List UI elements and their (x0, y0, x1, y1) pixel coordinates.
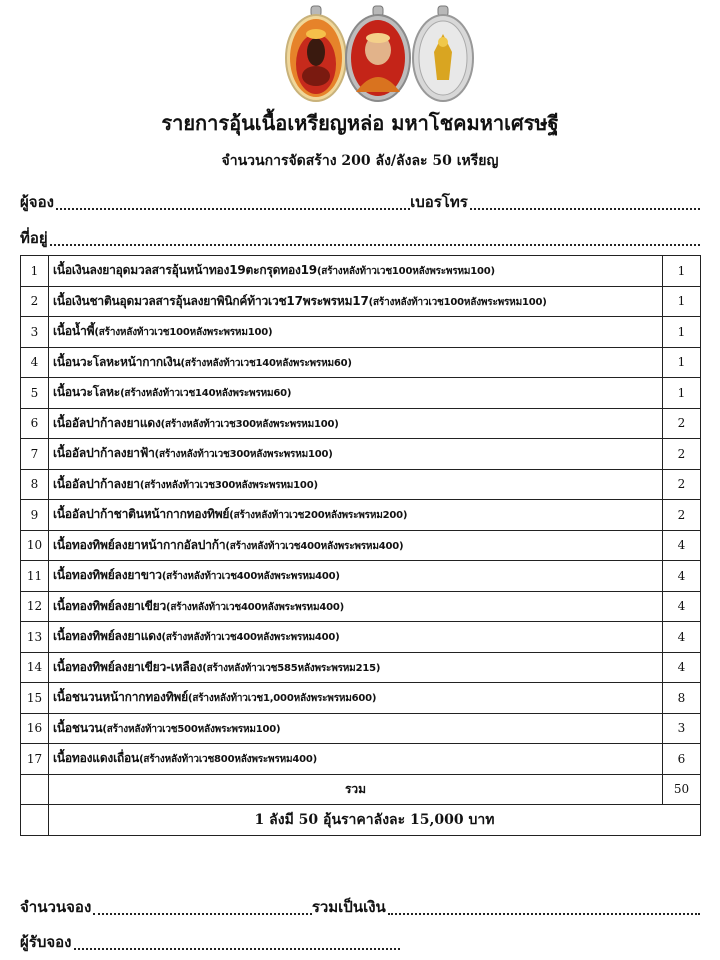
item-note: (สร้างหลังท้าวเวช300หลังพระพรหม100) (154, 449, 333, 461)
table-row (21, 286, 701, 317)
table-row (21, 408, 701, 439)
item-name: เนื้อทองทิพย์ลงยาเขียว (53, 598, 166, 613)
row-number: 11 (21, 561, 49, 592)
silver-gold-medal-icon (413, 6, 473, 101)
row-description (49, 530, 663, 561)
address-line (20, 226, 700, 250)
table-row (21, 713, 701, 744)
row-description (49, 408, 663, 439)
row-quantity: 1 (663, 286, 701, 317)
row-quantity: 3 (663, 713, 701, 744)
item-name: เนื้อทองทิพย์ลงยาแดง (53, 629, 162, 644)
table-row (21, 439, 701, 470)
booker-field[interactable] (56, 208, 410, 210)
item-name: เนื้อชนวนหน้ากากทองทิพย์ (53, 690, 188, 705)
row-quantity: 2 (663, 469, 701, 500)
row-description (49, 622, 663, 653)
table-row (21, 347, 701, 378)
row-number: 4 (21, 347, 49, 378)
row-number: 9 (21, 500, 49, 531)
row-quantity: 4 (663, 561, 701, 592)
total-no-cell (21, 774, 49, 805)
row-description (49, 744, 663, 775)
count-label: จำนวนจอง (20, 898, 92, 916)
item-name: เนื้อเงินชาตินอุดมวลสารอุ้นลงยาพินิกค์ท้าวเวช17พระพรหม17 (53, 293, 369, 308)
item-note: (สร้างหลังท้าวเวช1,000หลังพระพรหม600) (187, 693, 377, 705)
table-row (21, 622, 701, 653)
item-note: (สร้างหลังท้าวเวช800หลังพระพรหม400) (139, 754, 318, 766)
item-table (20, 255, 701, 836)
item-name: เนื้อนวะโลหะหน้ากากเงิน (53, 354, 181, 369)
row-number: 5 (21, 378, 49, 409)
item-note: (สร้างหลังท้าวเวช300หลังพระพรหม100) (160, 418, 339, 430)
address-label: ที่อยู่ (20, 229, 48, 247)
row-description (49, 347, 663, 378)
phone-label: เบอรโทร (410, 193, 468, 211)
row-number: 16 (21, 713, 49, 744)
item-note: (สร้างหลังท้าวเวช500หลังพระพรหม100) (102, 723, 281, 735)
row-quantity: 1 (663, 378, 701, 409)
item-note: (สร้างหลังท้าวเวช585หลังพระพรหม215) (202, 662, 381, 674)
booker-label: ผู้จอง (20, 193, 54, 211)
booker-line (20, 190, 700, 214)
item-note: (สร้างหลังท้าวเวช100หลังพระพรหม100) (316, 266, 495, 278)
row-quantity: 1 (663, 317, 701, 348)
row-quantity: 2 (663, 500, 701, 531)
row-quantity: 4 (663, 622, 701, 653)
table-row (21, 683, 701, 714)
item-note: (สร้างหลังท้าวเวช100หลังพระพรหม100) (94, 327, 273, 339)
row-description (49, 286, 663, 317)
row-number: 7 (21, 439, 49, 470)
row-number: 1 (21, 256, 49, 287)
item-note: (สร้างหลังท้าวเวช400หลังพระพรหม400) (161, 571, 340, 583)
row-description (49, 439, 663, 470)
row-description (49, 469, 663, 500)
table-row (21, 530, 701, 561)
item-name: เนื้ออัลปาก้าลงยาแดง (53, 415, 161, 430)
total-row (21, 774, 701, 805)
receiver-field[interactable] (74, 948, 401, 950)
item-note: (สร้างหลังท้าวเวช140หลังพระพรหม60) (120, 388, 292, 400)
item-note: (สร้างหลังท้าวเวช200หลังพระพรหม200) (229, 510, 408, 522)
item-note: (สร้างหลังท้าวเวช100หลังพระพรหม100) (368, 296, 547, 308)
price-line: 1 ลังมี 50 อุ้นราคาลังละ 15,000 บาท (49, 805, 701, 836)
row-description (49, 561, 663, 592)
row-description (49, 591, 663, 622)
row-quantity: 4 (663, 530, 701, 561)
row-number: 2 (21, 286, 49, 317)
price-row (21, 805, 701, 836)
item-name: เนื้อเงินลงยาอุดมวลสารอุ้นหน้าทอง19ตะกรุดทอง19 (53, 263, 317, 278)
price-no-cell (21, 805, 49, 836)
item-name: เนื้อน้ำพี้ (53, 324, 95, 339)
row-number: 15 (21, 683, 49, 714)
address-field[interactable] (50, 244, 700, 246)
count-field[interactable] (93, 913, 312, 915)
row-quantity: 8 (663, 683, 701, 714)
row-number: 17 (21, 744, 49, 775)
table-row (21, 469, 701, 500)
item-name: เนื้อทองแดงเถื่อน (53, 751, 140, 766)
table-row (21, 378, 701, 409)
table-row (21, 500, 701, 531)
row-number: 10 (21, 530, 49, 561)
monk-portrait-medal-icon (346, 6, 410, 101)
table-row (21, 256, 701, 287)
medal-images (0, 4, 720, 104)
item-name: เนื้อนวะโลหะ (53, 385, 121, 400)
item-note: (สร้างหลังท้าวเวช400หลังพระพรหม400) (161, 632, 340, 644)
table-row (21, 591, 701, 622)
total-label: รวม (49, 774, 663, 805)
row-description (49, 683, 663, 714)
row-quantity: 2 (663, 439, 701, 470)
row-number: 3 (21, 317, 49, 348)
table-row (21, 561, 701, 592)
row-quantity: 2 (663, 408, 701, 439)
item-name: เนื้อชนวน (53, 720, 103, 735)
row-quantity: 6 (663, 744, 701, 775)
receiver-label: ผู้รับจอง (20, 933, 72, 951)
item-name: เนื้อทองทิพย์ลงยาหน้ากากอัลปาก้า (53, 537, 226, 552)
item-name: เนื้อทองทิพย์ลงยาเขียว-เหลือง (53, 659, 203, 674)
row-description (49, 500, 663, 531)
item-name: เนื้ออัลปาก้าลงยา (53, 476, 140, 491)
sum-field[interactable] (388, 913, 700, 915)
item-name: เนื้ออัลปาก้าชาตินหน้ากากทองทิพย์ (53, 507, 230, 522)
phone-field[interactable] (470, 208, 700, 210)
item-note: (สร้างหลังท้าวเวช400หลังพระพรหม400) (166, 601, 344, 613)
row-number: 8 (21, 469, 49, 500)
row-quantity: 1 (663, 347, 701, 378)
row-number: 13 (21, 622, 49, 653)
item-note: (สร้างหลังท้าวเวช140หลังพระพรหม60) (180, 357, 352, 369)
row-description (49, 378, 663, 409)
page-subtitle: จำนวนการจัดสร้าง 200 ลัง/ลังละ 50 เหรียญ (221, 153, 499, 169)
row-quantity: 4 (663, 652, 701, 683)
table-row (21, 317, 701, 348)
item-name: เนื้ออัลปาก้าลงยาฟ้า (53, 446, 155, 461)
table-row (21, 744, 701, 775)
red-orange-medal-icon (286, 6, 346, 101)
row-quantity: 1 (663, 256, 701, 287)
row-number: 14 (21, 652, 49, 683)
total-qty: 50 (663, 774, 701, 805)
row-description (49, 317, 663, 348)
row-quantity: 4 (663, 591, 701, 622)
table-row (21, 652, 701, 683)
sum-label: รวมเป็นเงิน (311, 898, 386, 916)
item-name: เนื้อทองทิพย์ลงยาขาว (53, 568, 162, 583)
row-number: 6 (21, 408, 49, 439)
row-number: 12 (21, 591, 49, 622)
receiver-line (20, 930, 400, 954)
count-line (20, 895, 700, 919)
item-note: (สร้างหลังท้าวเวช300หลังพระพรหม100) (139, 479, 318, 491)
row-description (49, 652, 663, 683)
page-title: รายการอุ้นเนื้อเหรียญหล่อ มหาโชคมหาเศรษฐี (161, 111, 559, 135)
row-description (49, 256, 663, 287)
row-description (49, 713, 663, 744)
item-note: (สร้างหลังท้าวเวช400หลังพระพรหม400) (225, 540, 404, 552)
